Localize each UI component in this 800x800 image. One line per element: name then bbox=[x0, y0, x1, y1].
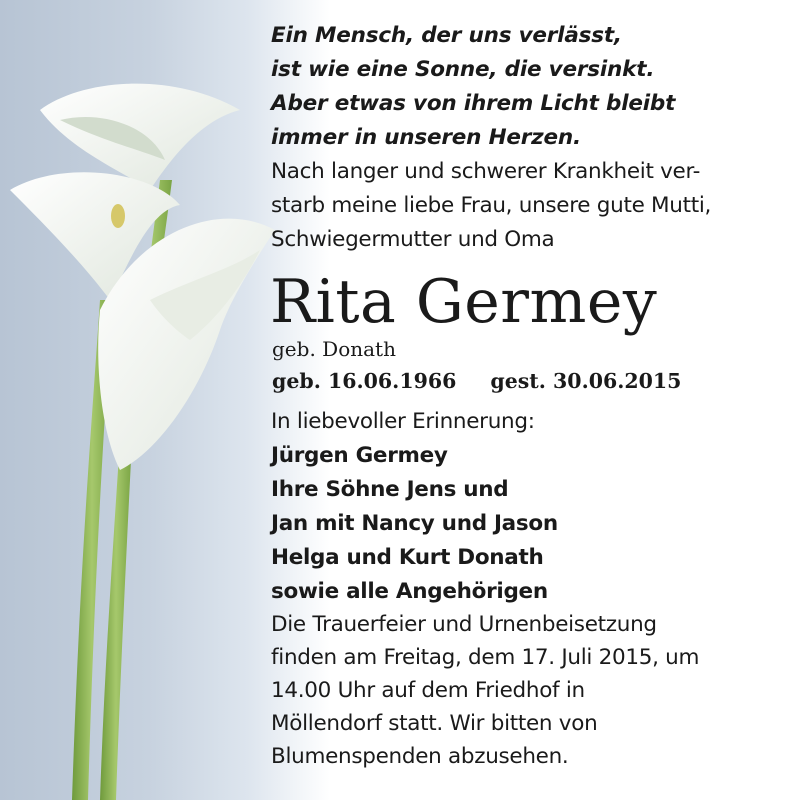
maiden-name: geb. Donath bbox=[272, 337, 396, 361]
death-announcement bbox=[271, 155, 791, 257]
funeral-details bbox=[271, 608, 791, 773]
mourner-item: Jürgen Germey bbox=[271, 443, 448, 468]
mourner-item: Ihre Söhne Jens und bbox=[271, 477, 509, 502]
announcement-line: Schwiegermutter und Oma bbox=[271, 227, 555, 252]
mourners-list bbox=[271, 439, 558, 609]
memory-heading: In liebevoller Erinnerung: bbox=[271, 409, 535, 434]
announcement-line: Nach langer und schwerer Krankheit ver- bbox=[271, 159, 701, 184]
funeral-line: 14.00 Uhr auf dem Friedhof in bbox=[271, 678, 585, 703]
poem-line: ist wie eine Sonne, die versinkt. bbox=[271, 57, 655, 82]
funeral-line: Möllendorf statt. Wir bitten von bbox=[271, 711, 598, 736]
mourner-item: sowie alle Angehörigen bbox=[271, 579, 548, 604]
life-dates bbox=[272, 366, 681, 396]
mourner-item: Jan mit Nancy und Jason bbox=[271, 511, 558, 536]
funeral-line: finden am Freitag, dem 17. Juli 2015, um bbox=[271, 645, 700, 670]
funeral-line: Blumenspenden abzusehen. bbox=[271, 744, 569, 769]
birth-date: geb. 16.06.1966 bbox=[272, 369, 457, 393]
poem-line: Aber etwas von ihrem Licht bleibt bbox=[271, 91, 676, 116]
poem-line: immer in unseren Herzen. bbox=[271, 125, 581, 150]
announcement-line: starb meine liebe Frau, unsere gute Mutti, bbox=[271, 193, 712, 218]
mourner-item: Helga und Kurt Donath bbox=[271, 545, 544, 570]
poem-line: Ein Mensch, der uns verlässt, bbox=[271, 23, 622, 48]
memorial-poem bbox=[271, 19, 791, 155]
funeral-line: Die Trauerfeier und Urnenbeisetzung bbox=[271, 612, 657, 637]
deceased-name: Rita Germey bbox=[270, 267, 658, 337]
death-date: gest. 30.06.2015 bbox=[490, 369, 682, 393]
